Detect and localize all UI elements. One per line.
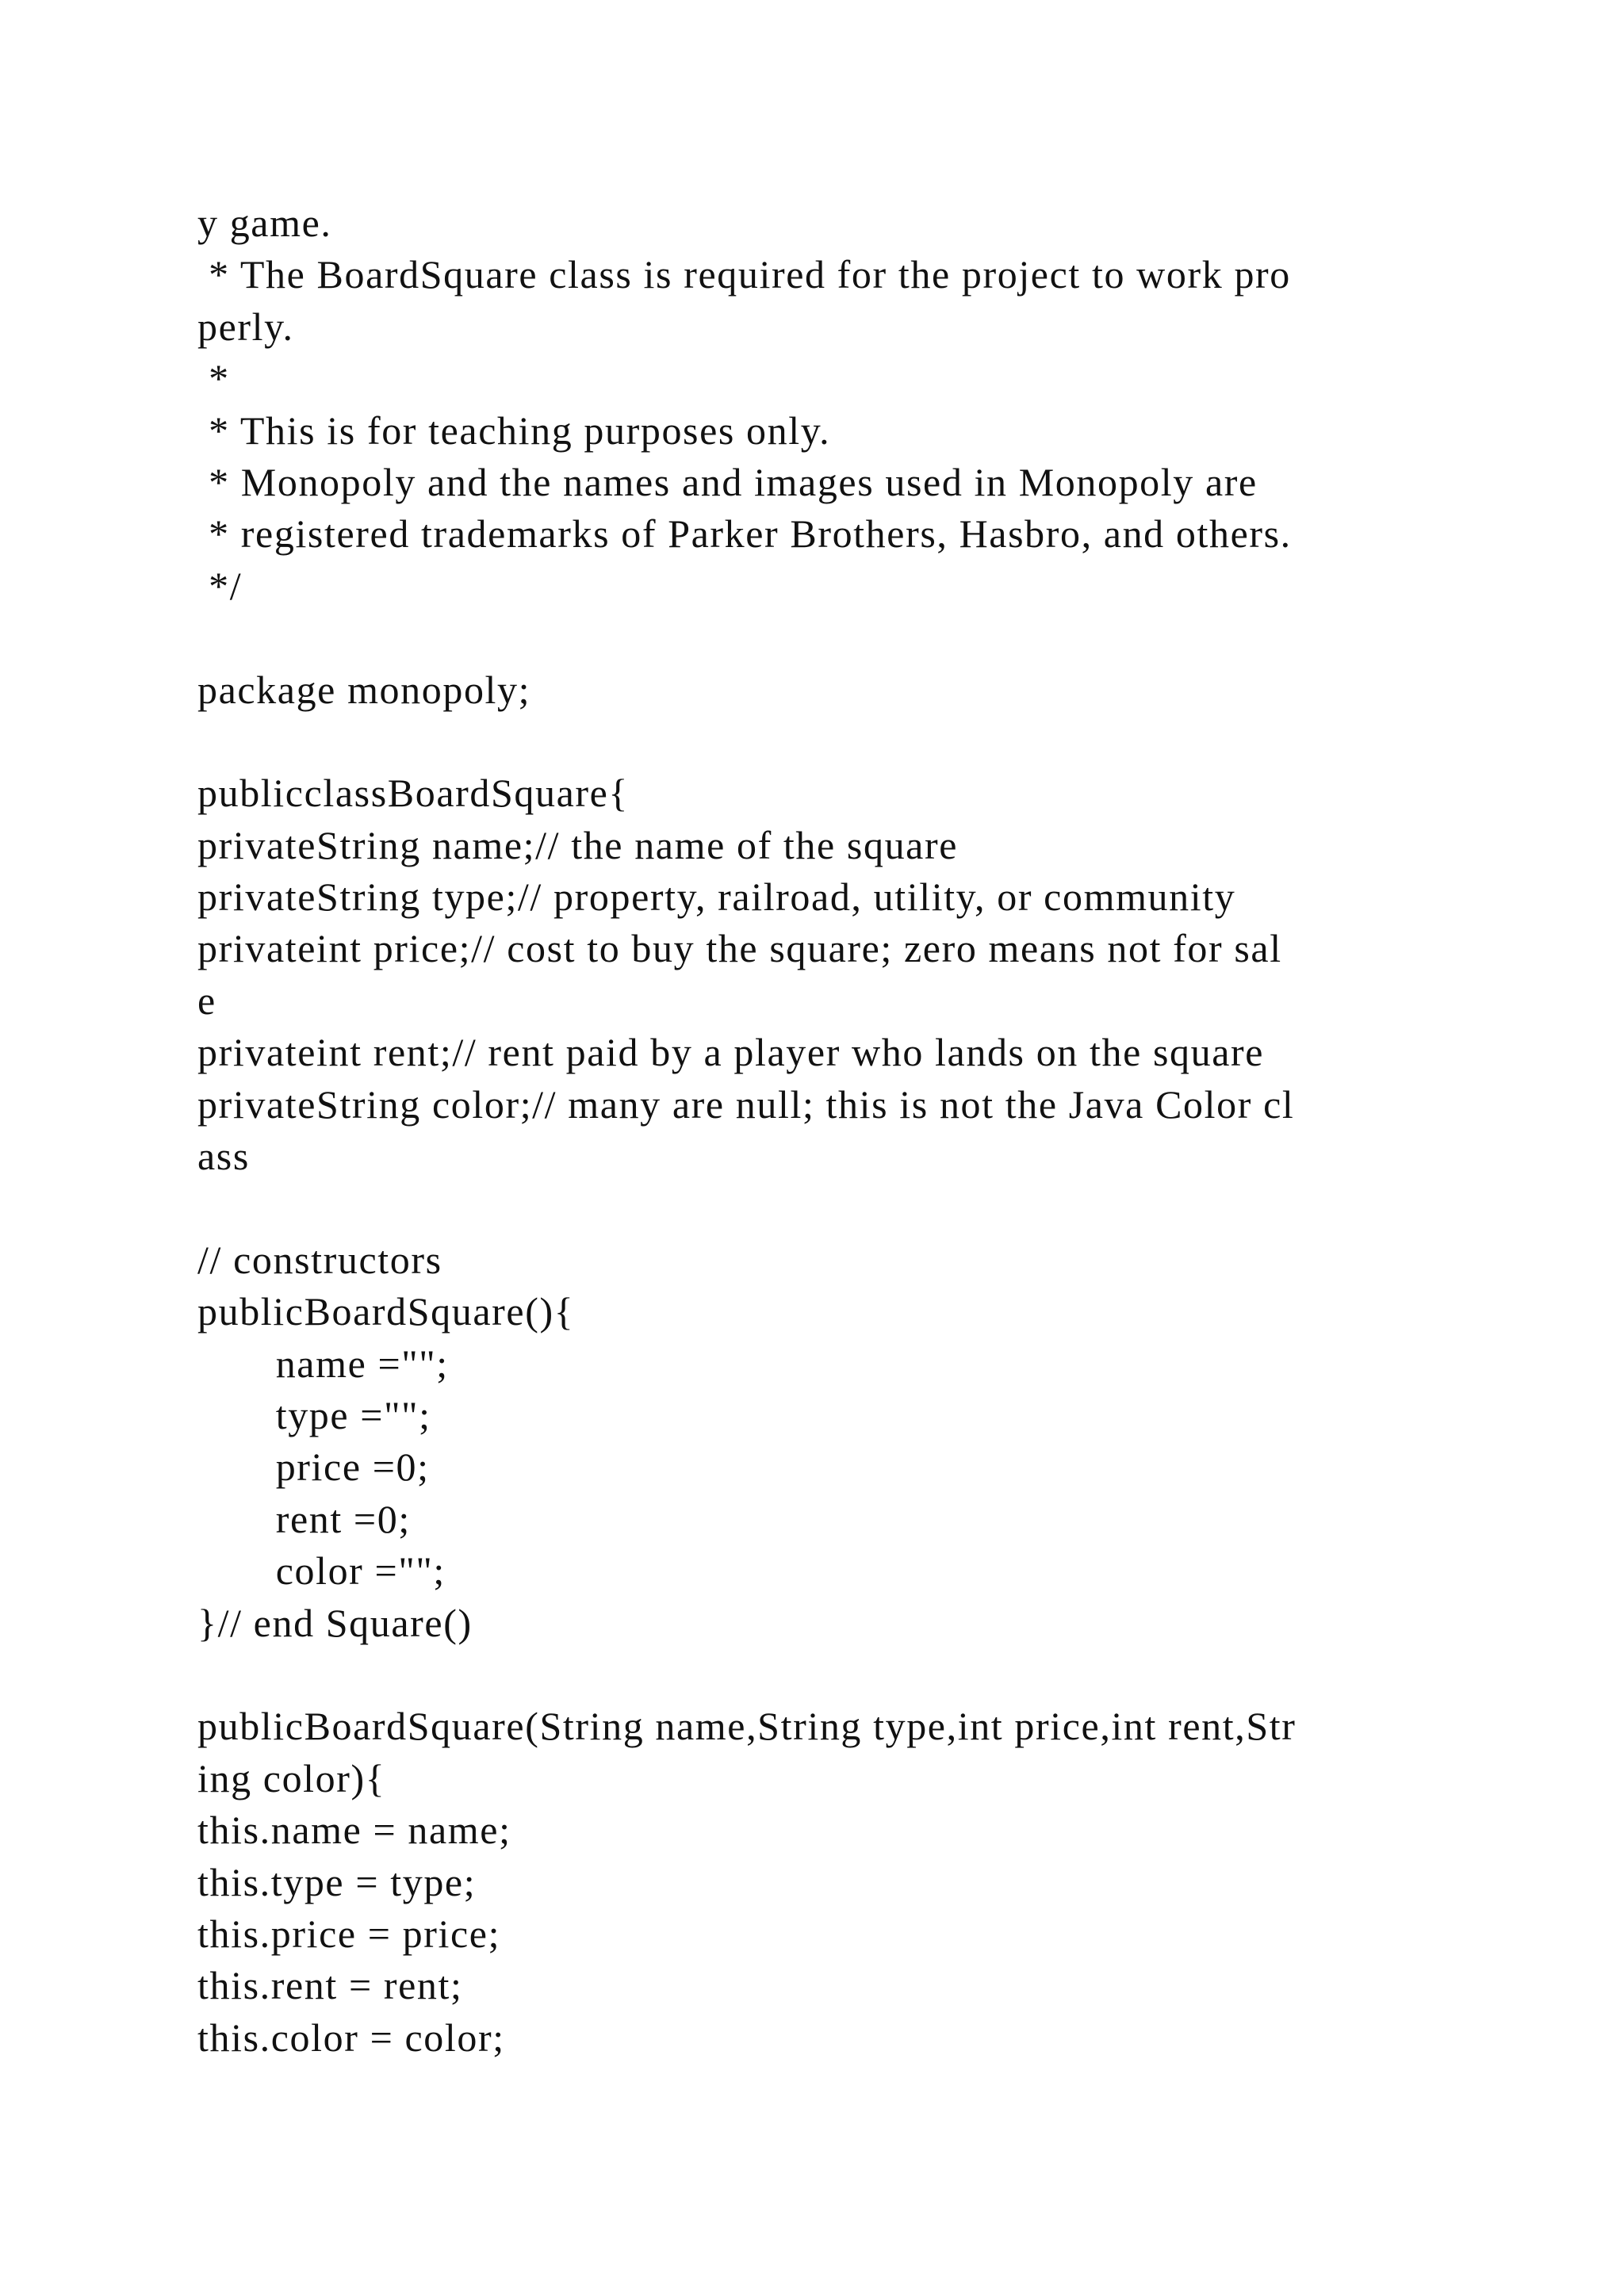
text-line: */: [197, 563, 243, 608]
text-line: privateString name;// the name of the square: [197, 822, 958, 867]
text-line: // constructors: [197, 1237, 442, 1282]
text-line: name ="";: [197, 1341, 449, 1386]
text-line: this.type = type;: [197, 1859, 477, 1904]
text-line: privateString color;// many are null; this is not the Java Color cl: [197, 1081, 1295, 1127]
blank-line: [197, 716, 1545, 767]
text-line: *: [197, 356, 230, 401]
text-line: type ="";: [197, 1392, 431, 1437]
text-line: privateint rent;// rent paid by a player who lands on the square: [197, 1030, 1265, 1075]
text-line: perly.: [197, 304, 294, 349]
text-line: * This is for teaching purposes only.: [197, 408, 831, 453]
text-line: this.rent = rent;: [197, 1963, 463, 2008]
blank-line: [197, 612, 1545, 664]
text-line: * Monopoly and the names and images used in Monopoly are: [197, 459, 1258, 504]
text-line: privateString type;// property, railroad, utility, or community: [197, 874, 1236, 920]
text-line: ass: [197, 1134, 250, 1179]
code-text-block: [197, 197, 1545, 2064]
text-line: y game.: [197, 201, 332, 245]
text-line: * registered trademarks of Parker Brothers, Hasbro, and others.: [197, 511, 1292, 557]
text-line: * The BoardSquare class is required for the project to work pro: [197, 252, 1291, 297]
text-line: this.name = name;: [197, 1808, 511, 1853]
text-line: color ="";: [197, 1548, 446, 1594]
text-line: package monopoly;: [197, 667, 531, 712]
blank-line: [197, 1182, 1545, 1234]
text-line: this.color = color;: [197, 2015, 505, 2060]
text-line: ing color){: [197, 1755, 386, 1800]
text-line: publicBoardSquare(String name,String type,int price,int rent,Str: [197, 1704, 1297, 1749]
text-line: e: [197, 978, 216, 1023]
text-line: privateint price;// cost to buy the square; zero means not for sal: [197, 926, 1282, 971]
text-line: price =0;: [197, 1445, 430, 1490]
blank-line: [197, 1649, 1545, 1701]
text-line: }// end Square(): [197, 1600, 473, 1645]
text-line: publicBoardSquare(){: [197, 1289, 575, 1334]
text-line: this.price = price;: [197, 1911, 501, 1956]
text-line: publicclassBoardSquare{: [197, 771, 630, 816]
text-line: rent =0;: [197, 1496, 411, 1541]
